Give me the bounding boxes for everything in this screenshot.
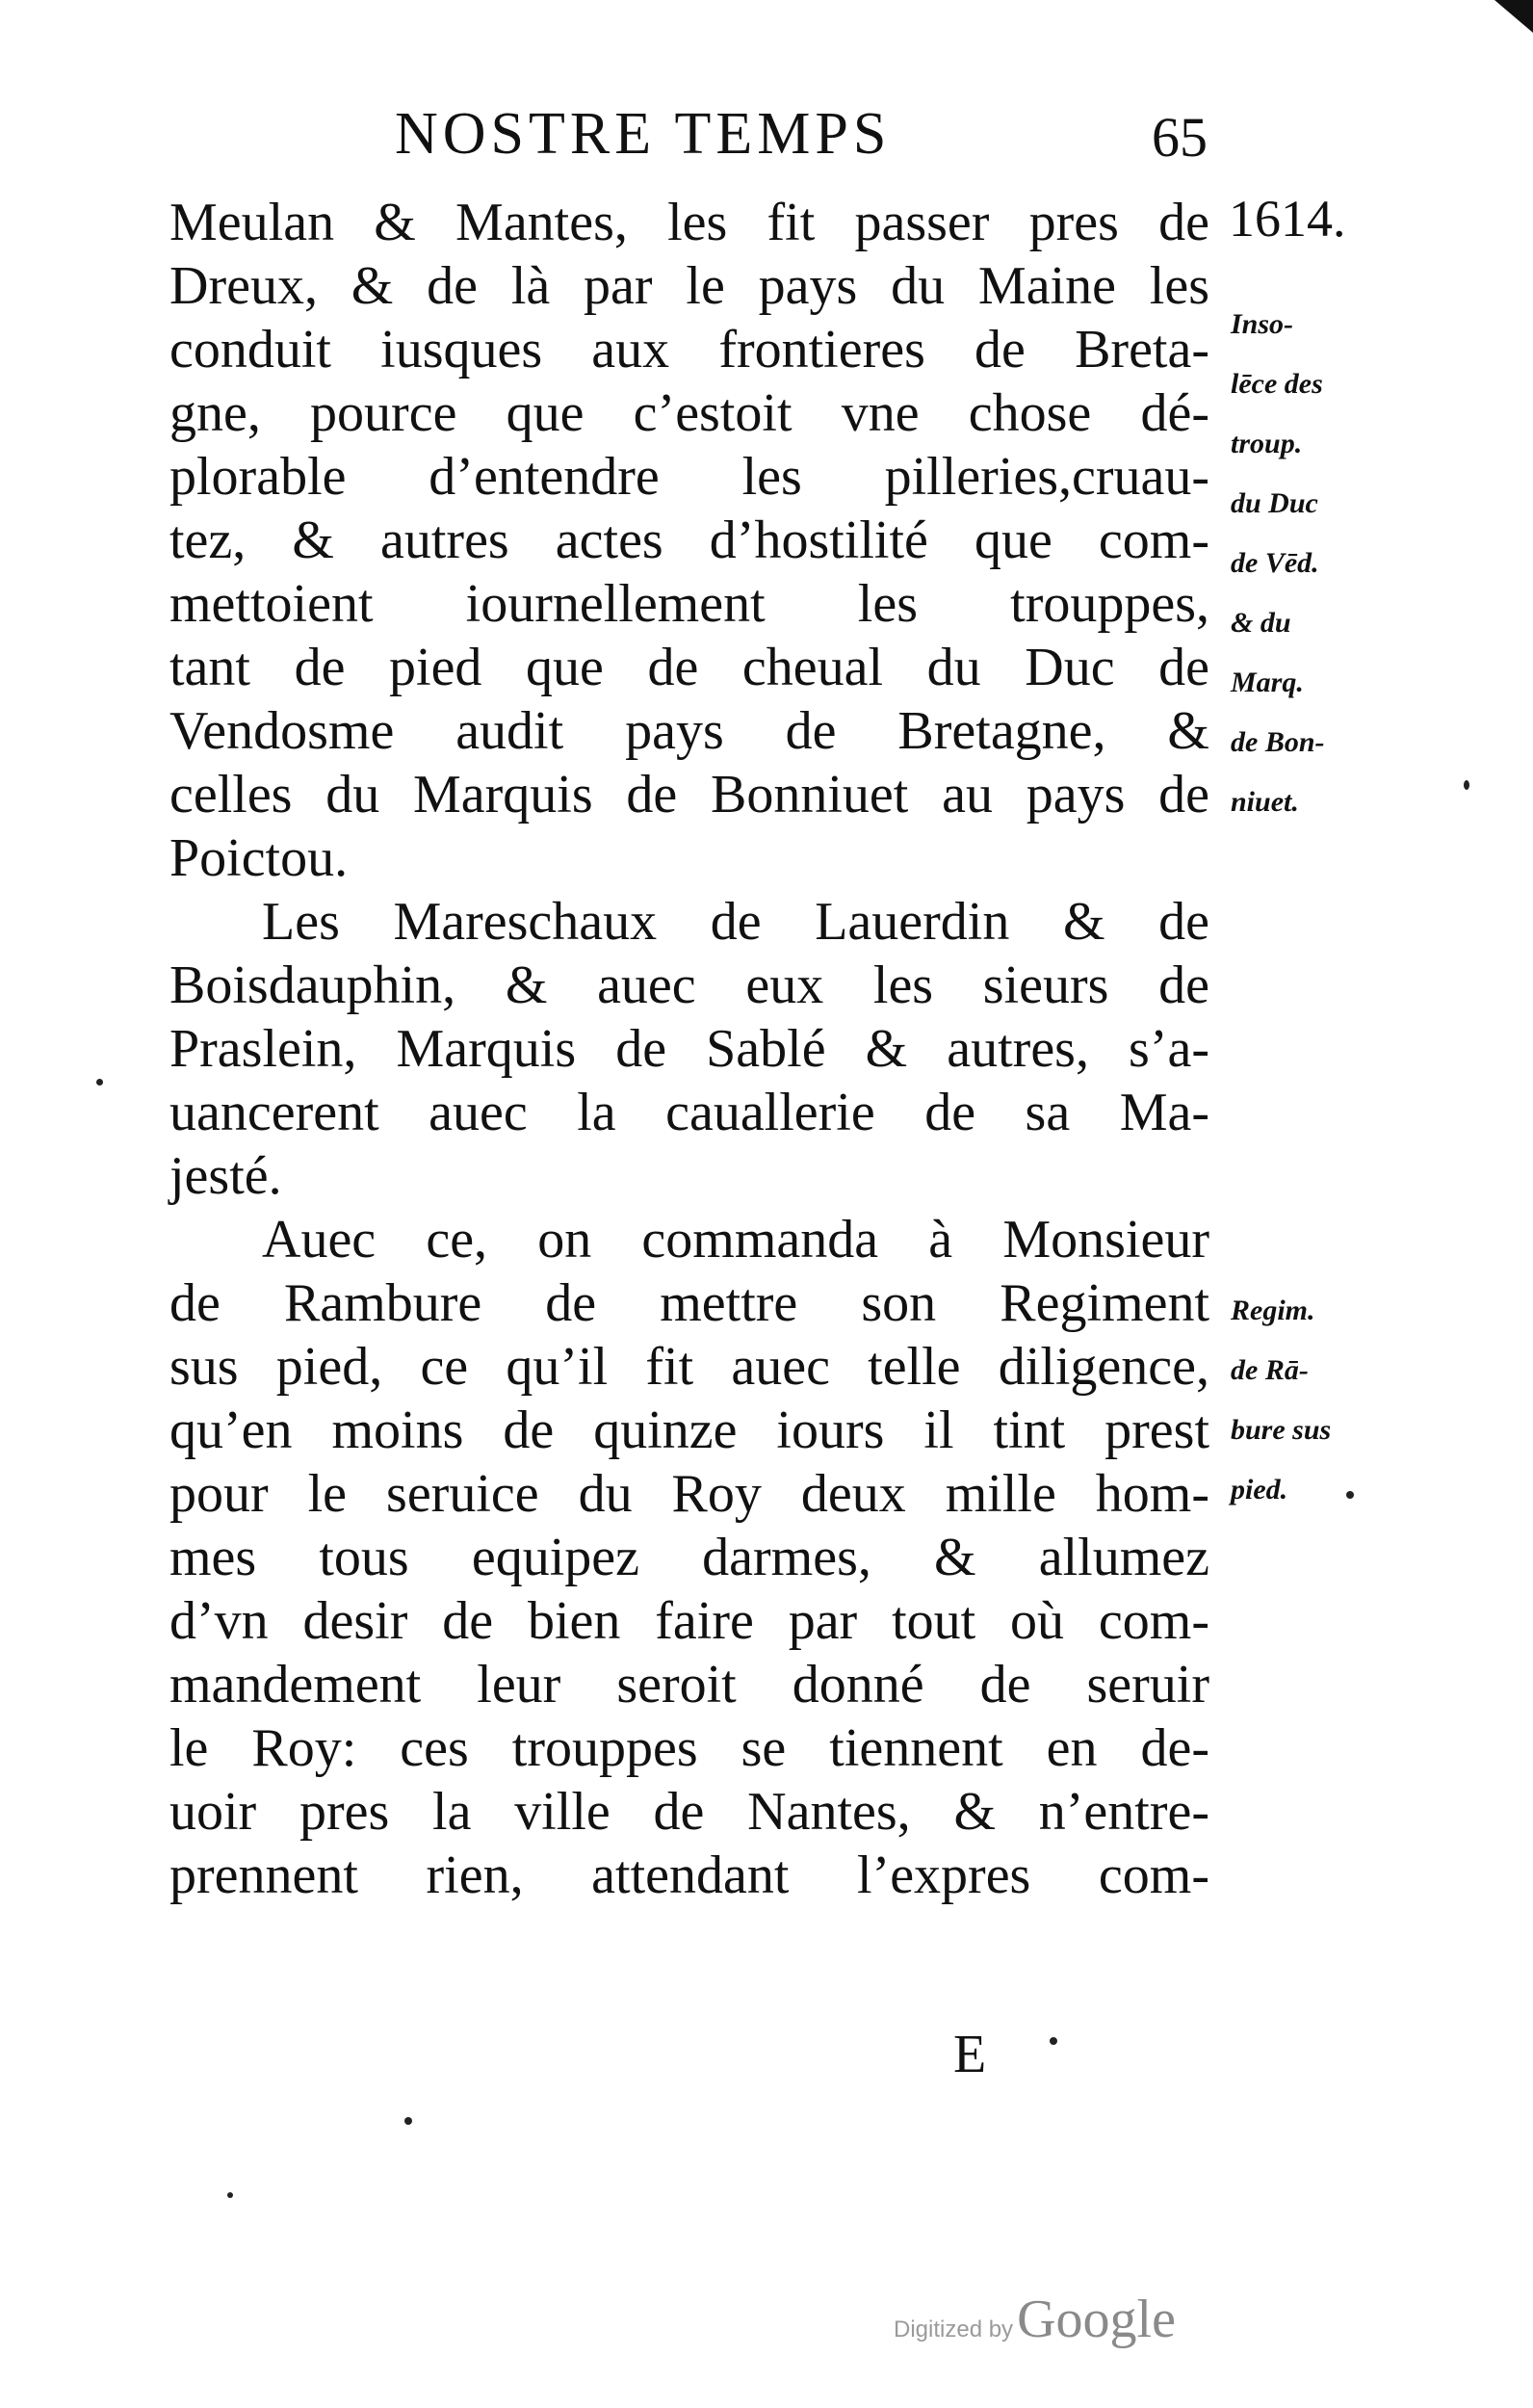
text-line: Dreux, & de là par le pays du Maine les: [169, 256, 1209, 316]
paragraph-start-line: Les Mareschaux de Lauerdin & de: [262, 892, 1209, 952]
marginal-line: pied.: [1231, 1474, 1288, 1505]
watermark-brand: Google: [1017, 2290, 1176, 2349]
text-line: pour le seruice du Roy deux mille hom-: [169, 1464, 1209, 1524]
marginal-line: niuet.: [1231, 786, 1299, 818]
marginal-line: du Duc: [1231, 487, 1318, 519]
text-line: gne, pource que c’estoit vne chose dé-: [169, 383, 1209, 443]
text-line: tant de pied que de cheual du Duc de: [169, 638, 1209, 697]
marginal-line: Marq.: [1231, 667, 1304, 698]
text-line: jesté.: [169, 1146, 282, 1206]
text-line: mandement leur seroit donné de seruir: [169, 1655, 1209, 1714]
marginal-line: de Rā-: [1231, 1354, 1309, 1386]
text-line: qu’en moins de quinze iours il tint prest: [169, 1400, 1209, 1460]
ink-speck: [227, 2192, 233, 2198]
marginal-line: & du: [1231, 607, 1291, 639]
marginal-line: Inso-: [1231, 308, 1294, 340]
text-line: d’vn desir de bien faire par tout où com-: [169, 1591, 1209, 1651]
text-line: Praslein, Marquis de Sablé & autres, s’a-: [169, 1019, 1209, 1079]
paragraph-start-line: Auec ce, on commanda à Monsieur: [262, 1210, 1209, 1269]
text-line: Boisdauphin, & auec eux les sieurs de: [169, 955, 1209, 1015]
text-line: mes tous equipez darmes, & allumez: [169, 1528, 1209, 1587]
digitized-watermark: [894, 2289, 1176, 2350]
page-corner-mark: [1494, 0, 1533, 33]
page-number: 65: [1152, 106, 1208, 169]
text-line: Poictou.: [169, 828, 349, 888]
text-line: tez, & autres actes d’hostilité que com-: [169, 510, 1209, 570]
text-line: uoir pres la ville de Nantes, & n’entre-: [169, 1782, 1209, 1842]
ink-speck: [96, 1079, 103, 1086]
running-head: NOSTRE TEMPS: [395, 101, 892, 167]
ink-speck: [404, 2117, 412, 2125]
marginal-line: lēce des: [1231, 368, 1323, 400]
marginal-line: de Bon-: [1231, 726, 1325, 758]
marginal-line: bure sus: [1231, 1414, 1332, 1446]
marginal-line: Regim.: [1231, 1295, 1315, 1326]
text-line: uancerent auec la cauallerie de sa Ma-: [169, 1083, 1209, 1142]
ink-speck: [1346, 1491, 1354, 1499]
text-line: de Rambure de mettre son Regiment: [169, 1273, 1209, 1333]
ink-speck: [1464, 780, 1469, 790]
text-line: sus pied, ce qu’il fit auec telle diligence,: [169, 1337, 1209, 1397]
signature-mark: E: [953, 2025, 987, 2084]
text-line: celles du Marquis de Bonniuet au pays de: [169, 765, 1209, 824]
body-text: [169, 191, 1209, 1907]
text-line: Vendosme audit pays de Bretagne, &: [169, 701, 1209, 761]
watermark-prefix: Digitized by: [894, 2316, 1014, 2343]
text-line: mettoient iournellement les trouppes,: [169, 574, 1209, 634]
ink-speck: [1050, 2037, 1057, 2045]
text-line: Meulan & Mantes, les fit passer pres de: [169, 193, 1209, 252]
text-line: plorable d’entendre les pilleries,cruau-: [169, 447, 1209, 507]
text-line: le Roy: ces trouppes se tiennent en de-: [169, 1718, 1209, 1778]
text-line: prennent rien, attendant l’expres com-: [169, 1845, 1209, 1905]
text-line: conduit iusques aux frontieres de Breta-: [169, 320, 1209, 380]
marginal-line: de Vēd.: [1231, 547, 1319, 579]
margin-year: 1614.: [1229, 190, 1346, 248]
marginal-note-insolence: [1231, 295, 1375, 832]
marginal-line: troup.: [1231, 428, 1303, 459]
marginal-note-regiment: [1231, 1281, 1375, 1520]
